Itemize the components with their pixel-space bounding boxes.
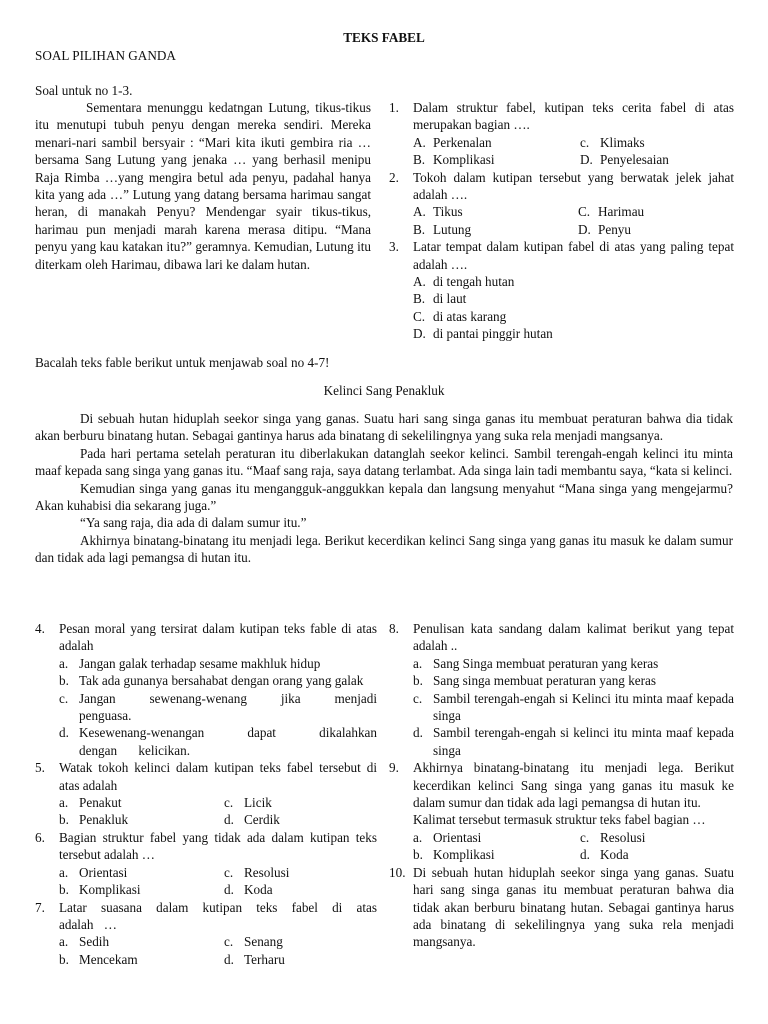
- option[interactable]: d. Kesewenang-wenangan dapat dikalahkan dengan kelicikan.: [59, 725, 377, 758]
- option[interactable]: A. di tengah hutan: [413, 274, 515, 290]
- story-body: [35, 410, 733, 567]
- question-text: Dalam struktur fabel, kutipan teks cerita fabel di atas merupakan bagian ….: [413, 100, 734, 133]
- options-grid: [413, 829, 734, 864]
- option[interactable]: c. Resolusi: [224, 864, 290, 880]
- option[interactable]: c. Resolusi: [580, 829, 646, 845]
- question-5: [35, 759, 377, 794]
- option[interactable]: D. Penyelesaian: [580, 152, 669, 168]
- option[interactable]: a. Orientasi: [413, 829, 482, 845]
- question-number: 5.: [35, 760, 45, 776]
- option[interactable]: C. di atas karang: [413, 308, 507, 324]
- option[interactable]: d. Terharu: [224, 951, 285, 967]
- option[interactable]: B. Lutung: [413, 221, 472, 237]
- story-paragraph: Kemudian singa yang ganas itu mengangguk-anggukkan kepala dan langsung menyahut “Mana singa yang mengejarmu? Akan kuhabisi dia sekarang juga.”: [35, 480, 733, 514]
- option[interactable]: c. Senang: [224, 934, 283, 950]
- question-9-prompt: [389, 811, 734, 828]
- question-number: 8.: [389, 621, 399, 636]
- question-number: 3.: [389, 239, 399, 255]
- options-grid: [59, 794, 377, 829]
- option[interactable]: c. Klimaks: [580, 134, 645, 150]
- question-number: 1.: [389, 100, 399, 115]
- questions-8-10: [389, 620, 734, 951]
- question-number: 2.: [389, 169, 399, 185]
- option[interactable]: A. Tikus: [413, 204, 463, 220]
- option[interactable]: a. Jangan galak terhadap sesame makhluk hidup: [59, 655, 321, 671]
- question-7: [35, 899, 377, 934]
- options-grid: [413, 134, 734, 169]
- option[interactable]: c. Licik: [224, 795, 272, 811]
- question-3: [389, 238, 734, 273]
- option[interactable]: d. Sambil terengah-engah si kelinci itu minta maaf kepada singa: [413, 725, 734, 758]
- question-1: [389, 99, 734, 134]
- option[interactable]: b. Sang singa membuat peraturan yang keras: [413, 673, 657, 689]
- fable-passage: [35, 99, 371, 273]
- option[interactable]: d. Koda: [224, 882, 273, 898]
- option[interactable]: B. Komplikasi: [413, 152, 495, 168]
- options-grid: [59, 933, 377, 968]
- question-text: Latar suasana dalam kutipan teks fabel di atas adalah …: [59, 899, 377, 932]
- question-text: Pesan moral yang tersirat dalam kutipan teks fable di atas adalah: [59, 621, 377, 654]
- question-6: [35, 829, 377, 864]
- section-label: SOAL PILIHAN GANDA: [35, 48, 176, 63]
- fable-passage-text: Sementara menunggu kedatngan Lutung, tikus-tikus itu menutupi tubuh penyu dengan mereka sendiri. Mereka menari-nari sambil bersyair : “Mari kita ikuti gembira ria … bersama Sang Lutung yang jenaka … yang berhasil menipu Raja Rimba …yang mengira betul ada penyu, padahal hanya kita yang ada …” Lutung yang datang bersama harimau sangat heran, di manakah Penyu? Mendengar syair tikus-tikus, harimau pun menjadi marah karena merasa ditipu. “Mana penyu yang kau katakan itu?” geramnya. Kemudian, Lutung itu diterkam oleh Harimau, dibawa lari ke dalam hutan.: [35, 100, 371, 272]
- page-title: TEKS FABEL: [343, 30, 425, 45]
- questions-4-7: [35, 620, 377, 968]
- option[interactable]: b. Tak ada gunanya bersahabat dengan orang yang galak: [59, 673, 364, 689]
- questions-1-3: [389, 99, 734, 343]
- option[interactable]: A. Perkenalan: [413, 134, 492, 150]
- option[interactable]: b. Mencekam: [59, 951, 138, 967]
- story-paragraph: Akhirnya binatang-binatang itu menjadi lega. Berikut kecerdikan kelinci Sang singa yang ganas itu masuk ke dalam sumur dan tidak ada lagi pemangsa di hutan itu.: [35, 532, 733, 566]
- options-grid: [59, 864, 377, 899]
- question-text: Kalimat tersebut termasuk struktur teks fabel bagian …: [413, 812, 706, 828]
- question-text: Bagian struktur fabel yang tidak ada dalam kutipan teks tersebut adalah …: [59, 829, 377, 863]
- question-text: Akhirnya binatang-binatang itu menjadi lega. Berikut kecerdikan kelinci Sang singa yang ganas itu masuk ke dalam sumur dan tidak ada lagi pemangsa di hutan itu.: [413, 760, 734, 811]
- question-number: 6.: [35, 829, 45, 845]
- question-number: 7.: [35, 899, 45, 915]
- story-paragraph: Pada hari pertama setelah peraturan itu diberlakukan datanglah seekor kelinci. Sambil terengah-engah kelinci itu minta maaf kepada sang singa yang ganas itu. “Maaf sang raja, saya datang terlambat. Ada singa lain tadi membantu saya, “kata si kelinci.: [35, 445, 733, 479]
- option[interactable]: b. Komplikasi: [59, 882, 141, 898]
- option[interactable]: D. Penyu: [578, 221, 631, 237]
- question-text: Latar tempat dalam kutipan fabel di atas yang paling tepat adalah ….: [413, 239, 734, 272]
- option[interactable]: C. Harimau: [578, 204, 645, 220]
- option[interactable]: b. Komplikasi: [413, 847, 495, 863]
- option[interactable]: d. Koda: [580, 847, 629, 863]
- option[interactable]: d. Cerdik: [224, 812, 280, 828]
- question-text: Penulisan kata sandang dalam kalimat berikut yang tepat adalah ..: [413, 621, 734, 654]
- option[interactable]: D. di pantai pinggir hutan: [413, 326, 553, 342]
- question-8: [389, 620, 734, 655]
- question-number: 4.: [35, 621, 45, 636]
- question-text: Watak tokoh kelinci dalam kutipan teks fabel tersebut di atas adalah: [59, 760, 377, 793]
- option[interactable]: a. Penakut: [59, 795, 122, 811]
- question-number: 10.: [389, 864, 406, 880]
- option[interactable]: b. Penakluk: [59, 812, 129, 828]
- question-number: 9.: [389, 760, 399, 776]
- option[interactable]: c. Jangan sewenang-wenang jika menjadi penguasa.: [59, 690, 377, 724]
- question-10: [389, 864, 734, 951]
- option[interactable]: a. Orientasi: [59, 864, 128, 880]
- story-title: Kelinci Sang Penakluk: [323, 383, 445, 398]
- question-2: [389, 169, 734, 204]
- options-grid: [413, 203, 734, 238]
- question-range-label: Soal untuk no 1-3.: [35, 83, 133, 98]
- story-paragraph: Di sebuah hutan hiduplah seekor singa yang ganas. Suatu hari sang singa ganas itu membuat peraturan bahwa dia tidak akan berburu binatang hutan. Sebagai gantinya harus ada binatang di sekelilingnya yang suka rela menjadi mangsanya.: [35, 411, 733, 444]
- option[interactable]: a. Sang Singa membuat peraturan yang keras: [413, 655, 659, 671]
- option[interactable]: c. Sambil terengah-engah si Kelinci itu minta maaf kepada singa: [413, 690, 734, 724]
- question-text: Tokoh dalam kutipan tersebut yang berwatak jelek jahat adalah ….: [413, 169, 734, 203]
- story-paragraph: “Ya sang raja, dia ada di dalam sumur itu.”: [80, 515, 307, 531]
- question-text: Di sebuah hutan hiduplah seekor singa yang ganas. Suatu hari sang singa ganas itu membuat peraturan bahwa dia tidak akan berburu binatang hutan. Sebagai gantinya harus ada binatang di sekelilingnya yang suka rela menjadi mangsanya.: [413, 864, 734, 950]
- instruction-text: Bacalah teks fable berikut untuk menjawab soal no 4-7!: [35, 355, 330, 370]
- question-9: [389, 759, 734, 811]
- question-4: [35, 620, 377, 655]
- option[interactable]: a. Sedih: [59, 934, 110, 950]
- option[interactable]: B. di laut: [413, 291, 467, 307]
